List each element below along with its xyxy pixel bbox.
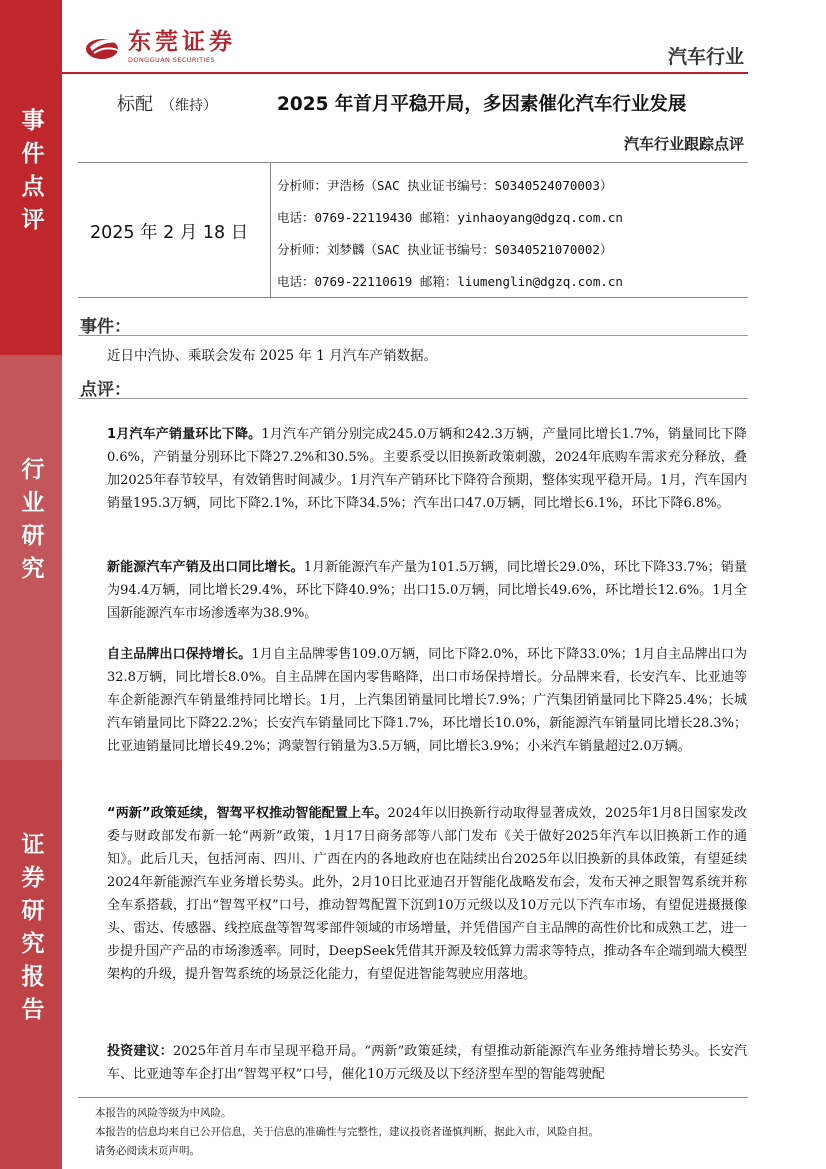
paragraph xyxy=(107,1040,747,1088)
rating-status: （维持） xyxy=(161,98,217,114)
divider xyxy=(78,398,748,399)
sidebar-section-event xyxy=(0,0,62,355)
paragraph-body: 1月汽车产销分别完成245.0万辆和242.3万辆，产量同比增长1.7%，销量同比下降0.6%，产销量分别环比下降27.2%和30.5%。主要系受以旧换新政策刺激，2024年底购车需求充分释放，叠加2025年春节较早，有效销售时间减少。1月汽车产销环比下降符合预期，整体实现平稳开局。1月，汽车国内销量195.3万辆，同比下降2.1%，环比下降34.5%；汽车出口47.0万辆，同比增长6.1%，环比下降6.8%。 xyxy=(107,427,747,511)
rating-value: 标配 xyxy=(117,94,153,115)
footer-divider xyxy=(78,1097,748,1098)
header-divider xyxy=(62,72,748,74)
divider xyxy=(78,335,748,336)
paragraph-lead: “两新”政策延续，智驾平权推动智能配置上车。 xyxy=(107,806,388,821)
analyst-line: 分析师：刘梦麟（SAC 执业证书编号：S0340521070002） xyxy=(277,242,613,257)
industry-label: 汽车行业 xyxy=(667,46,744,68)
event-text: 近日中汽协、乘联会发布 2025 年 1 月汽车产销数据。 xyxy=(107,348,438,364)
logo-mark-icon xyxy=(84,31,124,63)
sidebar-label: 证券研究报告 xyxy=(17,832,44,1030)
sidebar-section-industry xyxy=(0,355,62,760)
paragraph xyxy=(107,423,747,515)
paragraph-lead: 新能源汽车产销及出口同比增长。 xyxy=(107,560,304,575)
event-heading: 事件： xyxy=(80,317,131,337)
footer-disclaimer: 本报告的信息均来自已公开信息，关于信息的准确性与完整性，建议投资者谨慎判断，据此入市，风险自担。 xyxy=(95,1126,599,1138)
report-date: 2025 年 2 月 18 日 xyxy=(90,223,249,243)
sidebar-label: 事件点评 xyxy=(17,108,44,240)
paragraph-body: 1月自主品牌零售109.0万辆，同比下降2.0%，环比下降33.0%；1月自主品牌出口为32.8万辆，同比增长8.0%。自主品牌在国内零售略降，出口市场保持增长。分品牌来看，长安汽车、比亚迪等车企新能源汽车销量维持同比增长。1月，上汽集团销量同比增长7.9%；广汽集团销量同比下降25.4%；长城汽车销量同比下降22.2%；长安汽车销量同比下降1.7%，环比增长10.0%，新能源汽车销量同比增长28.3%；比亚迪销量同比增长49.2%；鸿蒙智行销量为3.5万辆，同比增长3.9%；小米汽车销量超过2.0万辆。 xyxy=(107,647,747,754)
paragraph xyxy=(107,802,747,986)
divider xyxy=(78,297,748,298)
paragraph-lead: 1月汽车产销量环比下降。 xyxy=(107,427,262,442)
analyst-contact: 电话：0769-22119430 邮箱：yinhaoyang@dgzq.com.cn xyxy=(277,210,623,225)
paragraph-body: 2024年以旧换新行动取得显著成效，2025年1月8日国家发改委与财政部发布新一轮“两新”政策，1月17日商务部等八部门发布《关于做好2025年汽车以旧换新工作的通知》。此后几天，包括河南、四川、广西在内的各地政府也在陆续出台2025年以旧换新的具体政策，有望延续2024年新能源汽车业务增长势头。此外，2月10日比亚迪召开智能化战略发布会，发布天神之眼智驾系统并称全车系搭载，打出“智驾平权”口号，推动智驾配置下沉到10万元级以及10万元以下汽车市场，有望促进摄摄像头、雷达、传感器、线控底盘等智驾零部件领域的市场增量，并凭借国产自主品牌的高性价比和成熟工艺，进一步提升国产产品的市场渗透率。同时，DeepSeek凭借其开源及较低算力需求等特点，推动各车企端到端大模型架构的升级，提升智驾系统的场景泛化能力，有望促进智能驾驶应用落地。 xyxy=(107,806,747,982)
company-logo xyxy=(84,30,236,64)
footer-notice: 请务必阅读末页声明。 xyxy=(95,1145,200,1157)
paragraph xyxy=(107,643,747,758)
sidebar xyxy=(0,0,62,1169)
report-subtitle: 汽车行业跟踪点评 xyxy=(623,135,744,153)
paragraph-body: 2025年首月车市呈现平稳开局。“两新”政策延续，有望推动新能源汽车业务维持增长势头。长安汽车、比亚迪等车企打出“智驾平权”口号，催化10万元级及以下经济型车型的智能驾驶配 xyxy=(107,1044,747,1082)
paragraph-lead: 自主品牌出口保持增长。 xyxy=(107,647,252,662)
report-title: 2025 年首月平稳开局，多因素催化汽车行业发展 xyxy=(277,94,687,115)
analyst-line: 分析师：尹浩杨（SAC 执业证书编号：S0340524070003） xyxy=(277,178,613,193)
paragraph-body: 1月新能源汽车产量为101.5万辆，同比增长29.0%，环比下降33.7%；销量为94.4万辆，同比增长29.4%，环比下降40.9%；出口15.0万辆，同比增长49.6%，环比增长12.6%。1月全国新能源汽车市场渗透率为38.9%。 xyxy=(107,560,747,621)
sidebar-section-report xyxy=(0,760,62,1169)
divider xyxy=(270,162,271,297)
analyst-contact: 电话：0769-22110619 邮箱：liumenglin@dgzq.com.cn xyxy=(277,274,623,289)
paragraph-lead: 投资建议： xyxy=(107,1044,173,1059)
divider xyxy=(78,162,748,163)
company-name-en: DONGGUAN SECURITIES xyxy=(128,56,215,64)
rating xyxy=(117,90,217,116)
footer-risk: 本报告的风险等级为中风险。 xyxy=(95,1107,232,1119)
comment-heading: 点评： xyxy=(80,380,131,400)
sidebar-label: 行业研究 xyxy=(17,457,44,589)
company-name: 东莞证券 xyxy=(128,28,236,55)
paragraph xyxy=(107,556,747,625)
